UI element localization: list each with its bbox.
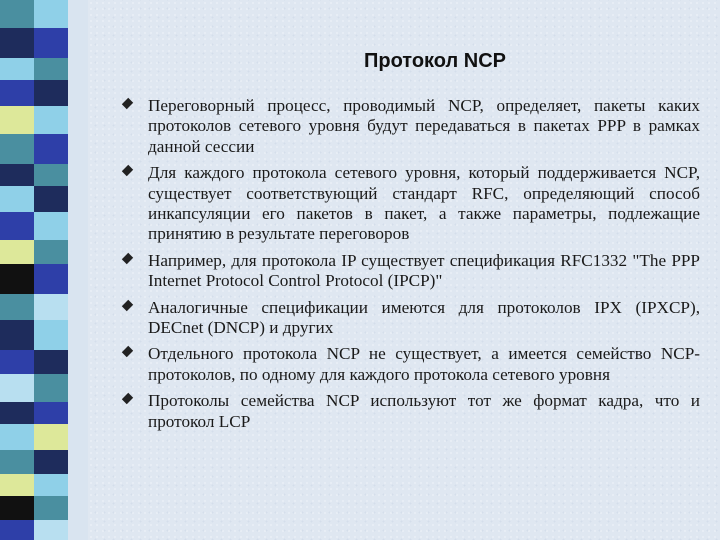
bullet-item (120, 298, 700, 339)
stripe-block (0, 474, 34, 496)
stripe-block (0, 294, 34, 320)
slide-title: Протокол NCP (363, 50, 506, 72)
stripe-block (0, 424, 34, 450)
diamond-bullet-icon (122, 346, 133, 357)
stripe-block (0, 496, 34, 520)
stripe-block (34, 134, 68, 164)
stripe-block (0, 264, 34, 294)
stripe-block (34, 424, 68, 450)
stripe-block (34, 240, 68, 264)
bullet-text: Отдельного протокола NCP не существует, а имеется семейство NCP-протоколов, по одному для каждого протокола сетевого уровня (148, 344, 700, 384)
stripe-block (0, 186, 34, 212)
stripe-block (0, 450, 34, 474)
bullet-item (120, 391, 700, 432)
stripe-block (0, 212, 34, 240)
stripe-block (0, 374, 34, 402)
stripe-block (0, 402, 34, 424)
diamond-bullet-icon (122, 393, 133, 404)
bullet-list (120, 96, 700, 438)
stripe-block (0, 0, 34, 28)
bullet-item (120, 251, 700, 292)
stripe-block (34, 320, 68, 350)
stripe-block (34, 294, 68, 320)
stripe-block (34, 374, 68, 402)
stripe-block (34, 520, 68, 540)
decorative-stripe-bar (0, 0, 68, 540)
stripe-block (0, 106, 34, 134)
stripe-block (34, 402, 68, 424)
stripe-block (34, 186, 68, 212)
bullet-item (120, 163, 700, 245)
stripe-block (0, 350, 34, 374)
bullet-item (120, 96, 700, 157)
bullet-text: Протоколы семейства NCP используют тот же формат кадра, что и протокол LCP (148, 391, 700, 431)
bullet-text: Аналогичные спецификации имеются для протоколов IPX (IPXCP), DECnet (DNCP) и других (148, 297, 700, 338)
stripe-block (0, 520, 34, 540)
stripe-block (0, 240, 34, 264)
diamond-bullet-icon (122, 98, 133, 109)
diamond-bullet-icon (122, 165, 133, 176)
stripe-block (34, 264, 68, 294)
stripe-block (34, 450, 68, 474)
stripe-block (34, 474, 68, 496)
bullet-text: Например, для протокола IP существует спецификация RFC1332 "The PPP Internet Protocol Control Protocol (IPCP)" (148, 250, 700, 291)
diamond-bullet-icon (122, 253, 133, 264)
stripe-block (34, 80, 68, 106)
stripe-block (34, 106, 68, 134)
stripe-block (34, 164, 68, 186)
stripe-block (0, 80, 34, 106)
diamond-bullet-icon (122, 299, 133, 310)
bullet-text: Переговорный процесс, проводимый NCP, определяет, пакеты каких протоколов сетевого уровня будут передаваться в пакетах PPP в рамках данной сессии (148, 96, 700, 156)
stripe-block (34, 350, 68, 374)
bullet-text: Для каждого протокола сетевого уровня, который поддерживается NCP, существует соответствующий стандарт RFC, определяющий способ инкапсуляции его пакетов в пакет, а также параметры, подлежащие принятию в результате переговоров (148, 163, 700, 244)
stripe-block (34, 496, 68, 520)
stripe-block (34, 0, 68, 28)
stripe-block (34, 212, 68, 240)
stripe-block (0, 134, 34, 164)
bullet-item (120, 344, 700, 385)
stripe-block (0, 164, 34, 186)
stripe-block (0, 320, 34, 350)
